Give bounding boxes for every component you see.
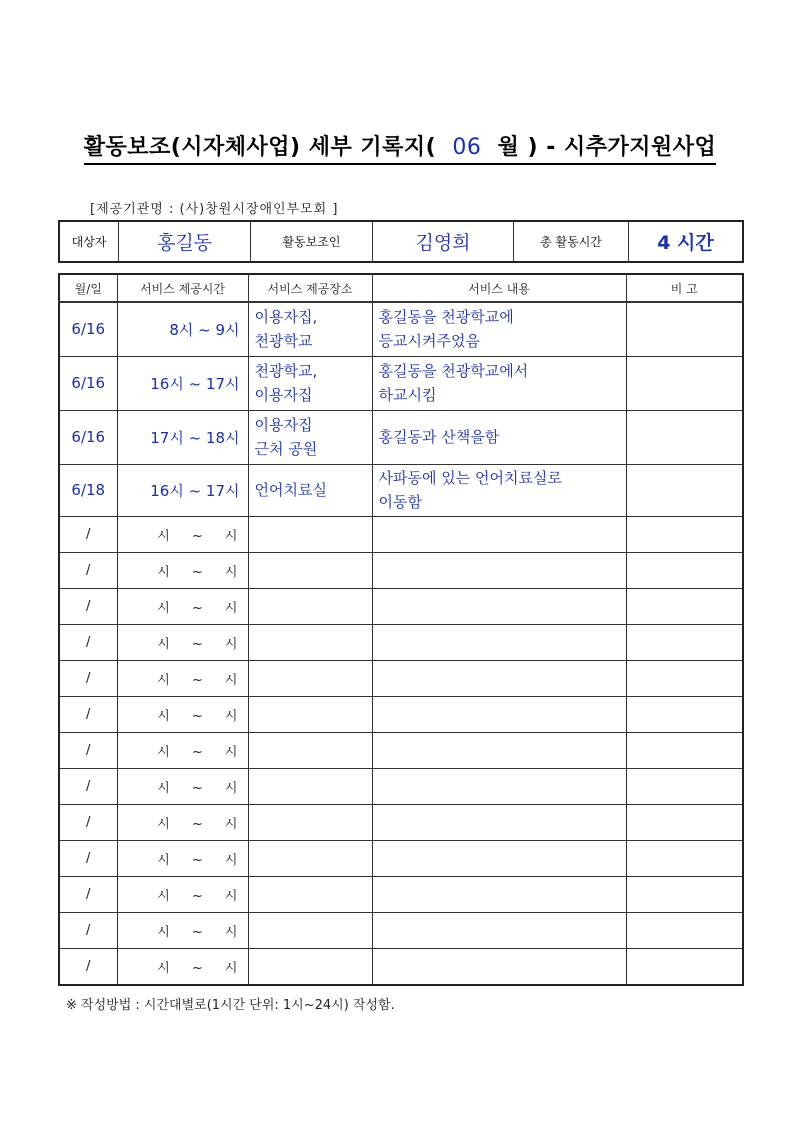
row-content — [372, 624, 626, 660]
row-place — [248, 660, 372, 696]
recipient-label: 대상자 — [59, 221, 119, 262]
table-row — [59, 410, 743, 464]
row-remarks — [626, 732, 743, 768]
empty-table-row — [59, 660, 743, 696]
provider-line: [제공기관명 : (사)창원시장애인부모회 ] — [90, 202, 339, 217]
title-month: 06 — [452, 135, 482, 160]
row-date: / — [59, 804, 117, 840]
row-place — [248, 464, 372, 516]
assistant-label: 활동보조인 — [251, 221, 373, 262]
empty-table-row — [59, 912, 743, 948]
row-content — [372, 356, 626, 410]
row-date: / — [59, 948, 117, 985]
row-date: / — [59, 840, 117, 876]
summary-table — [58, 220, 744, 263]
row-time: 시 ~ 시 — [117, 552, 248, 588]
row-time: 17시 ~ 18시 — [117, 410, 248, 464]
header-time: 서비스 제공시간 — [117, 274, 248, 302]
empty-table-row — [59, 876, 743, 912]
row-place — [248, 410, 372, 464]
row-date: / — [59, 768, 117, 804]
row-place — [248, 356, 372, 410]
row-place — [248, 948, 372, 985]
place-line-1: 언어치료실 — [254, 481, 327, 499]
empty-table-row — [59, 732, 743, 768]
row-content — [372, 948, 626, 985]
row-time: 시 ~ 시 — [117, 624, 248, 660]
row-time: 시 ~ 시 — [117, 588, 248, 624]
place-line-1: 천광학교, — [254, 362, 318, 380]
row-time: 시 ~ 시 — [117, 876, 248, 912]
row-remarks — [626, 876, 743, 912]
header-remarks: 비 고 — [626, 274, 743, 302]
row-content — [372, 840, 626, 876]
row-place — [248, 302, 372, 356]
row-remarks — [626, 410, 743, 464]
row-time: 시 ~ 시 — [117, 948, 248, 985]
place-line-2: 이용자집 — [254, 386, 313, 404]
row-date: / — [59, 732, 117, 768]
empty-table-row — [59, 516, 743, 552]
content-line-2: 등교시켜주었음 — [378, 332, 480, 351]
row-content — [372, 464, 626, 516]
place-line-1: 이용자집, — [254, 308, 318, 327]
place-line-1: 이용자집 — [254, 416, 313, 434]
row-content — [372, 804, 626, 840]
row-date: / — [59, 516, 117, 552]
empty-table-row — [59, 804, 743, 840]
row-place — [248, 732, 372, 768]
content-line-1: 홍길동을 천광학교에서 — [378, 362, 529, 380]
row-remarks — [626, 948, 743, 985]
document-title — [0, 130, 800, 165]
service-log-table — [58, 273, 744, 986]
row-date: / — [59, 696, 117, 732]
row-remarks — [626, 356, 743, 410]
row-time: 시 ~ 시 — [117, 804, 248, 840]
row-time: 시 ~ 시 — [117, 840, 248, 876]
row-place — [248, 804, 372, 840]
row-content — [372, 696, 626, 732]
row-place — [248, 552, 372, 588]
row-content — [372, 876, 626, 912]
row-place — [248, 588, 372, 624]
row-content — [372, 912, 626, 948]
row-remarks — [626, 516, 743, 552]
place-line-2: 천광학교 — [254, 332, 313, 351]
empty-table-row — [59, 768, 743, 804]
row-place — [248, 912, 372, 948]
title-prefix: 활동보조(시자체사업) 세부 기록지( — [83, 135, 437, 160]
row-time: 8시 ~ 9시 — [117, 302, 248, 356]
row-content — [372, 588, 626, 624]
row-place — [248, 624, 372, 660]
row-time: 시 ~ 시 — [117, 768, 248, 804]
header-content: 서비스 내용 — [372, 274, 626, 302]
row-place — [248, 696, 372, 732]
content-line-1: 홍길동과 산책을함 — [378, 428, 500, 446]
content-line-2: 이동함 — [378, 493, 422, 511]
row-date: / — [59, 876, 117, 912]
row-remarks — [626, 912, 743, 948]
empty-table-row — [59, 696, 743, 732]
table-row — [59, 302, 743, 356]
row-place — [248, 876, 372, 912]
row-remarks — [626, 464, 743, 516]
table-row — [59, 464, 743, 516]
row-content — [372, 552, 626, 588]
row-content — [372, 660, 626, 696]
row-date: / — [59, 660, 117, 696]
row-date: / — [59, 588, 117, 624]
recipient-name: 홍길동 — [119, 221, 251, 262]
empty-table-row — [59, 552, 743, 588]
row-remarks — [626, 696, 743, 732]
row-date: 6/16 — [59, 356, 117, 410]
row-time: 시 ~ 시 — [117, 912, 248, 948]
row-remarks — [626, 804, 743, 840]
row-remarks — [626, 588, 743, 624]
total-hours-label: 총 활동시간 — [514, 221, 629, 262]
row-remarks — [626, 302, 743, 356]
row-date: 6/18 — [59, 464, 117, 516]
row-remarks — [626, 552, 743, 588]
row-date: / — [59, 912, 117, 948]
empty-table-row — [59, 840, 743, 876]
row-date: / — [59, 552, 117, 588]
row-date: 6/16 — [59, 302, 117, 356]
row-content — [372, 768, 626, 804]
table-row — [59, 356, 743, 410]
row-remarks — [626, 768, 743, 804]
row-time: 시 ~ 시 — [117, 516, 248, 552]
row-time: 시 ~ 시 — [117, 696, 248, 732]
row-place — [248, 516, 372, 552]
row-time: 16시 ~ 17시 — [117, 464, 248, 516]
header-place: 서비스 제공장소 — [248, 274, 372, 302]
content-line-1: 홍길동을 천광학교에 — [378, 308, 514, 327]
row-content — [372, 302, 626, 356]
row-content — [372, 516, 626, 552]
title-suffix: 월 ) - 시추가지원사업 — [497, 135, 717, 160]
row-time: 시 ~ 시 — [117, 660, 248, 696]
row-remarks — [626, 660, 743, 696]
row-remarks — [626, 624, 743, 660]
content-line-1: 사파동에 있는 언어치료실로 — [378, 469, 562, 487]
empty-table-row — [59, 588, 743, 624]
row-time: 16시 ~ 17시 — [117, 356, 248, 410]
row-content — [372, 732, 626, 768]
table-header-row — [59, 274, 743, 302]
assistant-name: 김영희 — [373, 221, 514, 262]
total-hours-value: 4 시간 — [629, 221, 744, 262]
row-remarks — [626, 840, 743, 876]
place-line-2: 근처 공원 — [254, 440, 318, 458]
content-line-2: 하교시킴 — [378, 386, 437, 404]
row-place — [248, 768, 372, 804]
empty-table-row — [59, 948, 743, 985]
footer-note: ※ 작성방법 : 시간대별로(1시간 단위: 1시~24시) 작성함. — [66, 998, 395, 1013]
row-content — [372, 410, 626, 464]
row-date: 6/16 — [59, 410, 117, 464]
row-place — [248, 840, 372, 876]
header-date: 월/일 — [59, 274, 117, 302]
row-date: / — [59, 624, 117, 660]
empty-table-row — [59, 624, 743, 660]
row-time: 시 ~ 시 — [117, 732, 248, 768]
